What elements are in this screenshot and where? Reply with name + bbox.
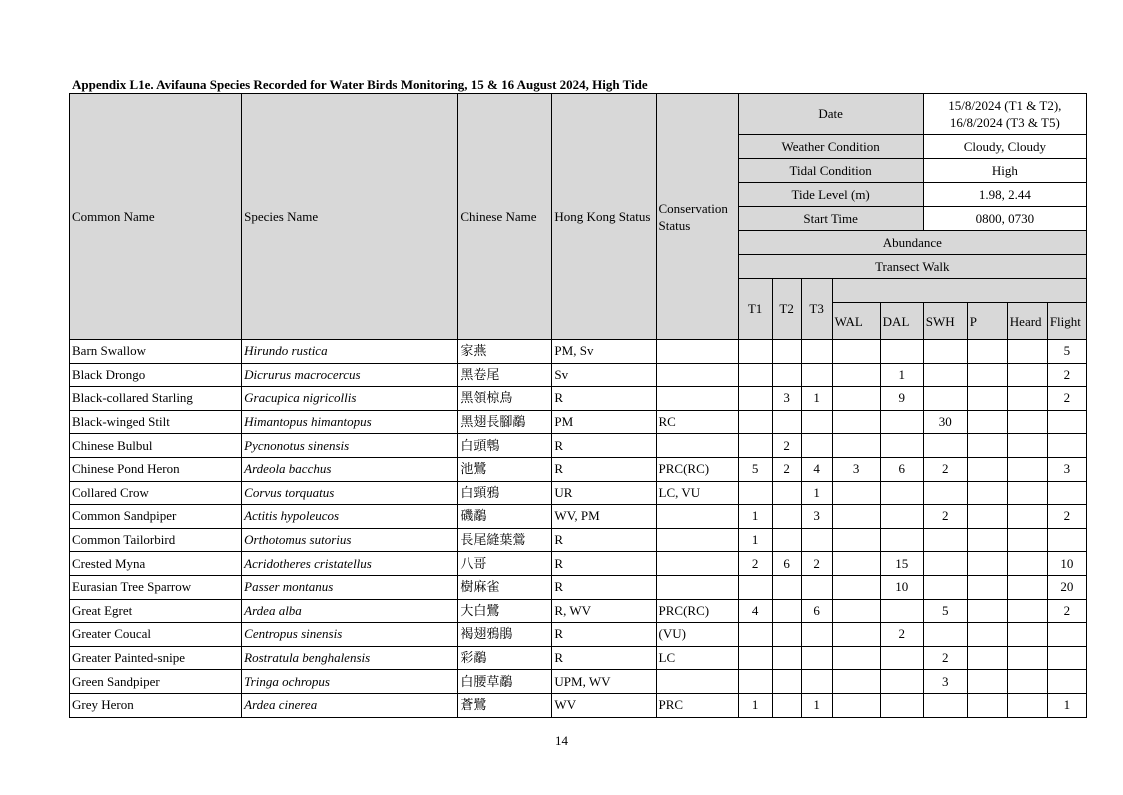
hk-status-cell: WV	[552, 693, 656, 717]
count-cell-t2	[772, 410, 801, 434]
count-cell-t1: 5	[738, 457, 772, 481]
conservation-status-cell	[656, 434, 738, 458]
count-cell-wal	[832, 552, 880, 576]
header-transect-walk: Transect Walk	[738, 255, 1086, 279]
species-name-cell: Pycnonotus sinensis	[242, 434, 458, 458]
count-cell-swh	[923, 387, 967, 411]
count-cell-heard	[1007, 528, 1047, 552]
count-cell-t3	[801, 670, 832, 694]
count-cell-p	[967, 410, 1007, 434]
conservation-status-cell: (VU)	[656, 623, 738, 647]
table-row	[70, 552, 1087, 576]
species-name-cell: Actitis hypoleucos	[242, 505, 458, 529]
table-row	[70, 457, 1087, 481]
count-cell-t2	[772, 505, 801, 529]
count-cell-flight: 1	[1047, 693, 1086, 717]
hk-status-cell: R	[552, 575, 656, 599]
count-cell-wal	[832, 528, 880, 552]
count-cell-t1: 1	[738, 528, 772, 552]
chinese-name-cell: 黑卷尾	[458, 363, 552, 387]
count-cell-wal	[832, 693, 880, 717]
count-cell-t3	[801, 434, 832, 458]
header-count-flight: Flight	[1047, 303, 1086, 340]
count-cell-flight: 3	[1047, 457, 1086, 481]
count-cell-flight: 10	[1047, 552, 1086, 576]
common-name-cell: Black-winged Stilt	[70, 410, 242, 434]
count-cell-t3	[801, 410, 832, 434]
chinese-name-cell: 褐翅鴉鵑	[458, 623, 552, 647]
hk-status-cell: R	[552, 646, 656, 670]
count-cell-dal	[880, 693, 923, 717]
count-cell-p	[967, 528, 1007, 552]
chinese-name-cell: 大白鷺	[458, 599, 552, 623]
count-cell-t1	[738, 387, 772, 411]
count-cell-wal: 3	[832, 457, 880, 481]
count-cell-swh	[923, 363, 967, 387]
count-cell-t1	[738, 670, 772, 694]
conservation-status-cell: LC	[656, 646, 738, 670]
table-row	[70, 528, 1087, 552]
chinese-name-cell: 黑領椋鳥	[458, 387, 552, 411]
hk-status-cell: PM, Sv	[552, 340, 656, 364]
count-cell-t2: 3	[772, 387, 801, 411]
count-cell-p	[967, 623, 1007, 647]
count-cell-flight	[1047, 528, 1086, 552]
count-cell-p	[967, 457, 1007, 481]
count-cell-t3: 4	[801, 457, 832, 481]
count-cell-t1	[738, 434, 772, 458]
conservation-status-cell	[656, 505, 738, 529]
count-cell-t3: 2	[801, 552, 832, 576]
count-cell-heard	[1007, 599, 1047, 623]
count-cell-heard	[1007, 670, 1047, 694]
count-cell-wal	[832, 340, 880, 364]
count-cell-t3	[801, 646, 832, 670]
count-cell-swh	[923, 340, 967, 364]
header-count-dal: DAL	[880, 303, 923, 340]
conservation-status-cell	[656, 363, 738, 387]
count-cell-t2	[772, 575, 801, 599]
count-cell-dal: 2	[880, 623, 923, 647]
count-cell-t1: 4	[738, 599, 772, 623]
species-name-cell: Acridotheres cristatellus	[242, 552, 458, 576]
count-cell-swh	[923, 623, 967, 647]
header-count-t3: T3	[801, 279, 832, 340]
table-row	[70, 646, 1087, 670]
count-cell-flight: 2	[1047, 599, 1086, 623]
species-name-cell: Gracupica nigricollis	[242, 387, 458, 411]
count-cell-t1	[738, 481, 772, 505]
header-count-wal: WAL	[832, 303, 880, 340]
common-name-cell: Black Drongo	[70, 363, 242, 387]
count-cell-swh	[923, 575, 967, 599]
header-common-name: Common Name	[70, 94, 242, 340]
count-cell-p	[967, 505, 1007, 529]
count-cell-dal	[880, 528, 923, 552]
count-cell-flight	[1047, 410, 1086, 434]
count-cell-flight: 2	[1047, 505, 1086, 529]
species-name-cell: Ardeola bacchus	[242, 457, 458, 481]
info-value-tide-level: 1.98, 2.44	[923, 183, 1086, 207]
count-cell-swh: 3	[923, 670, 967, 694]
table-row	[70, 623, 1087, 647]
info-value-weather: Cloudy, Cloudy	[923, 135, 1086, 159]
count-cell-t3: 1	[801, 387, 832, 411]
table-body	[70, 340, 1087, 718]
count-cell-flight	[1047, 434, 1086, 458]
count-cell-t1	[738, 575, 772, 599]
species-name-cell: Rostratula benghalensis	[242, 646, 458, 670]
conservation-status-cell: PRC	[656, 693, 738, 717]
count-cell-heard	[1007, 387, 1047, 411]
common-name-cell: Green Sandpiper	[70, 670, 242, 694]
count-cell-t3	[801, 528, 832, 552]
count-cell-t3	[801, 340, 832, 364]
count-cell-wal	[832, 623, 880, 647]
chinese-name-cell: 蒼鷺	[458, 693, 552, 717]
header-count-t1: T1	[738, 279, 772, 340]
count-cell-heard	[1007, 646, 1047, 670]
count-cell-p	[967, 599, 1007, 623]
count-cell-t2: 6	[772, 552, 801, 576]
hk-status-cell: R	[552, 528, 656, 552]
count-cell-t2	[772, 670, 801, 694]
count-cell-t2	[772, 481, 801, 505]
species-table	[69, 93, 1087, 718]
count-cell-swh	[923, 481, 967, 505]
info-value-tidal: High	[923, 159, 1086, 183]
conservation-status-cell: LC, VU	[656, 481, 738, 505]
count-cell-p	[967, 340, 1007, 364]
count-cell-flight	[1047, 481, 1086, 505]
hk-status-cell: R	[552, 552, 656, 576]
count-cell-dal: 15	[880, 552, 923, 576]
info-label-date: Date	[738, 94, 923, 135]
count-cell-dal: 10	[880, 575, 923, 599]
conservation-status-cell	[656, 670, 738, 694]
count-cell-t2	[772, 528, 801, 552]
hk-status-cell: UR	[552, 481, 656, 505]
count-cell-flight: 20	[1047, 575, 1086, 599]
count-cell-p	[967, 575, 1007, 599]
conservation-status-cell: PRC(RC)	[656, 457, 738, 481]
species-name-cell: Corvus torquatus	[242, 481, 458, 505]
count-cell-flight	[1047, 623, 1086, 647]
common-name-cell: Common Sandpiper	[70, 505, 242, 529]
count-cell-dal	[880, 340, 923, 364]
count-cell-t3	[801, 575, 832, 599]
chinese-name-cell: 白腰草鷸	[458, 670, 552, 694]
common-name-cell: Greater Coucal	[70, 623, 242, 647]
count-cell-t1	[738, 623, 772, 647]
count-cell-swh	[923, 693, 967, 717]
header-conservation-status: Conservation Status	[656, 94, 738, 340]
count-cell-t1	[738, 646, 772, 670]
count-cell-t1	[738, 363, 772, 387]
count-cell-swh: 30	[923, 410, 967, 434]
count-cell-t1	[738, 410, 772, 434]
count-cell-t2: 2	[772, 434, 801, 458]
count-cell-wal	[832, 434, 880, 458]
species-name-cell: Centropus sinensis	[242, 623, 458, 647]
hk-status-cell: R	[552, 457, 656, 481]
chinese-name-cell: 黑翅長腳鷸	[458, 410, 552, 434]
count-cell-p	[967, 481, 1007, 505]
count-cell-wal	[832, 670, 880, 694]
count-cell-dal: 1	[880, 363, 923, 387]
common-name-cell: Black-collared Starling	[70, 387, 242, 411]
count-cell-t2	[772, 623, 801, 647]
count-cell-heard	[1007, 410, 1047, 434]
count-cell-swh	[923, 434, 967, 458]
table-header	[70, 94, 1087, 340]
count-cell-t3	[801, 363, 832, 387]
species-name-cell: Orthotomus sutorius	[242, 528, 458, 552]
count-cell-wal	[832, 481, 880, 505]
count-cell-dal	[880, 481, 923, 505]
common-name-cell: Great Egret	[70, 599, 242, 623]
count-cell-flight	[1047, 646, 1086, 670]
count-cell-heard	[1007, 552, 1047, 576]
count-cell-dal: 9	[880, 387, 923, 411]
count-cell-wal	[832, 575, 880, 599]
common-name-cell: Eurasian Tree Sparrow	[70, 575, 242, 599]
table-row	[70, 670, 1087, 694]
count-cell-dal	[880, 410, 923, 434]
conservation-status-cell	[656, 387, 738, 411]
count-cell-t2	[772, 340, 801, 364]
info-label-tidal: Tidal Condition	[738, 159, 923, 183]
header-count-t2: T2	[772, 279, 801, 340]
chinese-name-cell: 彩鷸	[458, 646, 552, 670]
count-cell-dal	[880, 670, 923, 694]
count-cell-flight: 2	[1047, 363, 1086, 387]
table-row	[70, 410, 1087, 434]
count-cell-t2	[772, 646, 801, 670]
count-cell-swh: 2	[923, 505, 967, 529]
header-hk-status: Hong Kong Status	[552, 94, 656, 340]
count-cell-p	[967, 387, 1007, 411]
header-chinese-name: Chinese Name	[458, 94, 552, 340]
count-cell-heard	[1007, 340, 1047, 364]
hk-status-cell: R	[552, 387, 656, 411]
count-cell-t3: 1	[801, 481, 832, 505]
species-name-cell: Himantopus himantopus	[242, 410, 458, 434]
chinese-name-cell: 家燕	[458, 340, 552, 364]
count-cell-t3: 6	[801, 599, 832, 623]
count-cell-heard	[1007, 693, 1047, 717]
count-cell-dal	[880, 599, 923, 623]
common-name-cell: Grey Heron	[70, 693, 242, 717]
count-cell-dal	[880, 505, 923, 529]
count-cell-t3: 3	[801, 505, 832, 529]
hk-status-cell: UPM, WV	[552, 670, 656, 694]
count-cell-p	[967, 670, 1007, 694]
page-number: 14	[555, 733, 568, 748]
table-title: Appendix L1e. Avifauna Species Recorded for Water Birds Monitoring, 15 & 16 August 2024, High Tide	[72, 77, 648, 92]
chinese-name-cell: 池鷺	[458, 457, 552, 481]
table-row	[70, 481, 1087, 505]
table-row	[70, 340, 1087, 364]
header-count-heard: Heard	[1007, 303, 1047, 340]
common-name-cell: Greater Painted-snipe	[70, 646, 242, 670]
table-row	[70, 599, 1087, 623]
count-cell-dal	[880, 646, 923, 670]
chinese-name-cell: 白頸鴉	[458, 481, 552, 505]
count-cell-wal	[832, 599, 880, 623]
count-cell-flight: 5	[1047, 340, 1086, 364]
count-cell-swh: 2	[923, 457, 967, 481]
table-row	[70, 387, 1087, 411]
info-label-tide-level: Tide Level (m)	[738, 183, 923, 207]
species-name-cell: Dicrurus macrocercus	[242, 363, 458, 387]
conservation-status-cell	[656, 575, 738, 599]
table-row	[70, 505, 1087, 529]
header-species-name: Species Name	[242, 94, 458, 340]
count-cell-wal	[832, 363, 880, 387]
count-cell-heard	[1007, 575, 1047, 599]
count-cell-t3	[801, 623, 832, 647]
header-abundance: Abundance	[738, 231, 1086, 255]
count-cell-wal	[832, 505, 880, 529]
common-name-cell: Collared Crow	[70, 481, 242, 505]
count-cell-t2	[772, 363, 801, 387]
count-cell-heard	[1007, 481, 1047, 505]
info-value-date: 15/8/2024 (T1 & T2), 16/8/2024 (T3 & T5)	[923, 94, 1086, 135]
species-name-cell: Hirundo rustica	[242, 340, 458, 364]
species-name-cell: Ardea cinerea	[242, 693, 458, 717]
hk-status-cell: Sv	[552, 363, 656, 387]
conservation-status-cell	[656, 552, 738, 576]
hk-status-cell: WV, PM	[552, 505, 656, 529]
count-cell-flight	[1047, 670, 1086, 694]
info-label-start-time: Start Time	[738, 207, 923, 231]
count-cell-p	[967, 434, 1007, 458]
common-name-cell: Common Tailorbird	[70, 528, 242, 552]
chinese-name-cell: 樹麻雀	[458, 575, 552, 599]
count-cell-heard	[1007, 363, 1047, 387]
chinese-name-cell: 八哥	[458, 552, 552, 576]
chinese-name-cell: 白頭鵯	[458, 434, 552, 458]
count-cell-wal	[832, 410, 880, 434]
header-count-p: P	[967, 303, 1007, 340]
count-cell-wal	[832, 646, 880, 670]
count-cell-t1: 2	[738, 552, 772, 576]
hk-status-cell: R	[552, 434, 656, 458]
count-cell-dal	[880, 434, 923, 458]
count-cell-heard	[1007, 623, 1047, 647]
count-cell-p	[967, 363, 1007, 387]
chinese-name-cell: 磯鷸	[458, 505, 552, 529]
count-cell-p	[967, 552, 1007, 576]
hk-status-cell: PM	[552, 410, 656, 434]
count-cell-t1: 1	[738, 693, 772, 717]
conservation-status-cell	[656, 340, 738, 364]
header-count-swh: SWH	[923, 303, 967, 340]
count-cell-p	[967, 646, 1007, 670]
count-cell-heard	[1007, 505, 1047, 529]
common-name-cell: Chinese Pond Heron	[70, 457, 242, 481]
count-cell-t1	[738, 340, 772, 364]
species-name-cell: Tringa ochropus	[242, 670, 458, 694]
conservation-status-cell	[656, 528, 738, 552]
table-row	[70, 693, 1087, 717]
header-blank-cell	[832, 279, 1086, 303]
info-label-weather: Weather Condition	[738, 135, 923, 159]
count-cell-t1: 1	[738, 505, 772, 529]
count-cell-swh: 5	[923, 599, 967, 623]
count-cell-heard	[1007, 434, 1047, 458]
conservation-status-cell: RC	[656, 410, 738, 434]
common-name-cell: Barn Swallow	[70, 340, 242, 364]
conservation-status-cell: PRC(RC)	[656, 599, 738, 623]
species-name-cell: Passer montanus	[242, 575, 458, 599]
species-name-cell: Ardea alba	[242, 599, 458, 623]
chinese-name-cell: 長尾縫葉鶯	[458, 528, 552, 552]
count-cell-swh	[923, 552, 967, 576]
count-cell-p	[967, 693, 1007, 717]
count-cell-t2: 2	[772, 457, 801, 481]
table-row	[70, 575, 1087, 599]
count-cell-heard	[1007, 457, 1047, 481]
hk-status-cell: R, WV	[552, 599, 656, 623]
common-name-cell: Chinese Bulbul	[70, 434, 242, 458]
hk-status-cell: R	[552, 623, 656, 647]
count-cell-swh: 2	[923, 646, 967, 670]
table-row	[70, 363, 1087, 387]
count-cell-t3: 1	[801, 693, 832, 717]
count-cell-wal	[832, 387, 880, 411]
info-value-start-time: 0800, 0730	[923, 207, 1086, 231]
count-cell-t2	[772, 693, 801, 717]
common-name-cell: Crested Myna	[70, 552, 242, 576]
count-cell-flight: 2	[1047, 387, 1086, 411]
count-cell-t2	[772, 599, 801, 623]
count-cell-swh	[923, 528, 967, 552]
count-cell-dal: 6	[880, 457, 923, 481]
table-row	[70, 434, 1087, 458]
